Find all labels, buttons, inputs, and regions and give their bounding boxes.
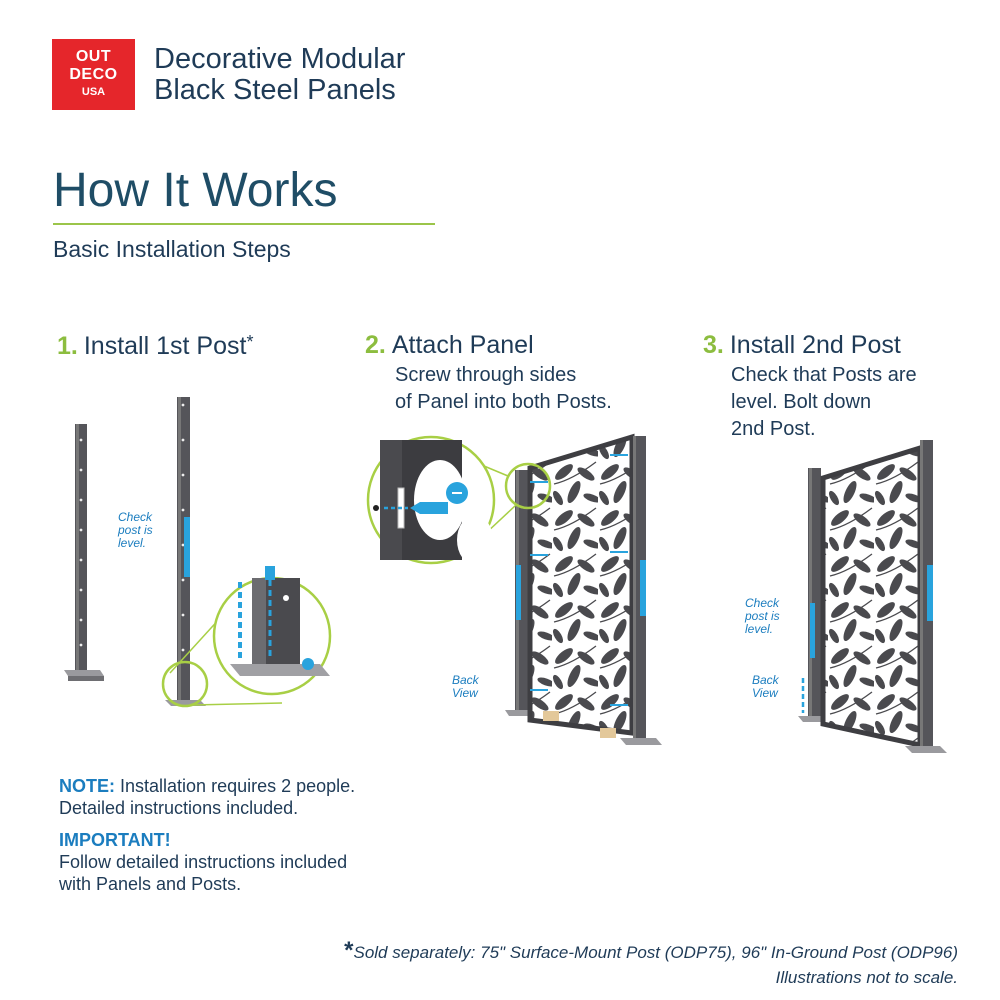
step-1-number: 1. (57, 332, 78, 360)
footer-line-2: Illustrations not to scale. (775, 968, 958, 987)
note-text-2: Detailed instructions included. (59, 798, 299, 818)
step-3-number: 3. (703, 331, 724, 359)
step-3-desc-line1: Check that Posts are (731, 364, 917, 386)
step-1-asterisk: * (246, 332, 254, 352)
check-level-label-3: Check post is level. (745, 596, 780, 636)
note-text: Installation requires 2 people. (120, 776, 356, 796)
footer-asterisk: * (344, 937, 354, 964)
product-title-line2: Black Steel Panels (154, 74, 396, 106)
logo-text-deco: DECO (69, 66, 118, 83)
installation-note (59, 775, 355, 819)
product-title-line1: Decorative Modular (154, 43, 406, 75)
note-label: NOTE: (59, 776, 115, 796)
footer-disclaimer (344, 938, 958, 990)
decorative-panel-installed (823, 448, 920, 745)
important-text-2: with Panels and Posts. (59, 874, 242, 894)
step-2-number: 2. (365, 331, 386, 359)
important-note (59, 829, 347, 895)
step-3-illustration (798, 440, 947, 753)
step-2-title: Attach Panel (391, 331, 534, 359)
step-2-desc-line1: Screw through sides (395, 364, 577, 386)
back-view-label-3: Back View (752, 673, 779, 700)
step-2-illustration (368, 436, 662, 745)
important-label: IMPORTANT! (59, 830, 171, 850)
level-tool-icon (184, 517, 190, 577)
important-text-1: Follow detailed instructions included (59, 852, 348, 872)
check-level-label-1: Check post is level. (118, 510, 153, 550)
page-title: How It Works (53, 164, 338, 217)
step-2-desc-line2: of Panel into both Posts. (395, 391, 612, 413)
step-1-title: Install 1st Post (83, 332, 247, 360)
step-1-illustration (64, 397, 330, 706)
footer-line-1: Sold separately: 75" Surface-Mount Post (ODP75), 96" In-Ground Post (ODP96) (353, 943, 958, 962)
page-subtitle: Basic Installation Steps (53, 236, 291, 262)
step-3-desc-line3: 2nd Post. (731, 418, 816, 440)
logo-text-usa: USA (81, 86, 106, 98)
step-3-title: Install 2nd Post (729, 331, 901, 359)
logo-text-out: OUT (75, 48, 112, 65)
back-view-label-2: Back View (452, 673, 479, 700)
step-3-desc-line2: level. Bolt down (731, 391, 872, 413)
